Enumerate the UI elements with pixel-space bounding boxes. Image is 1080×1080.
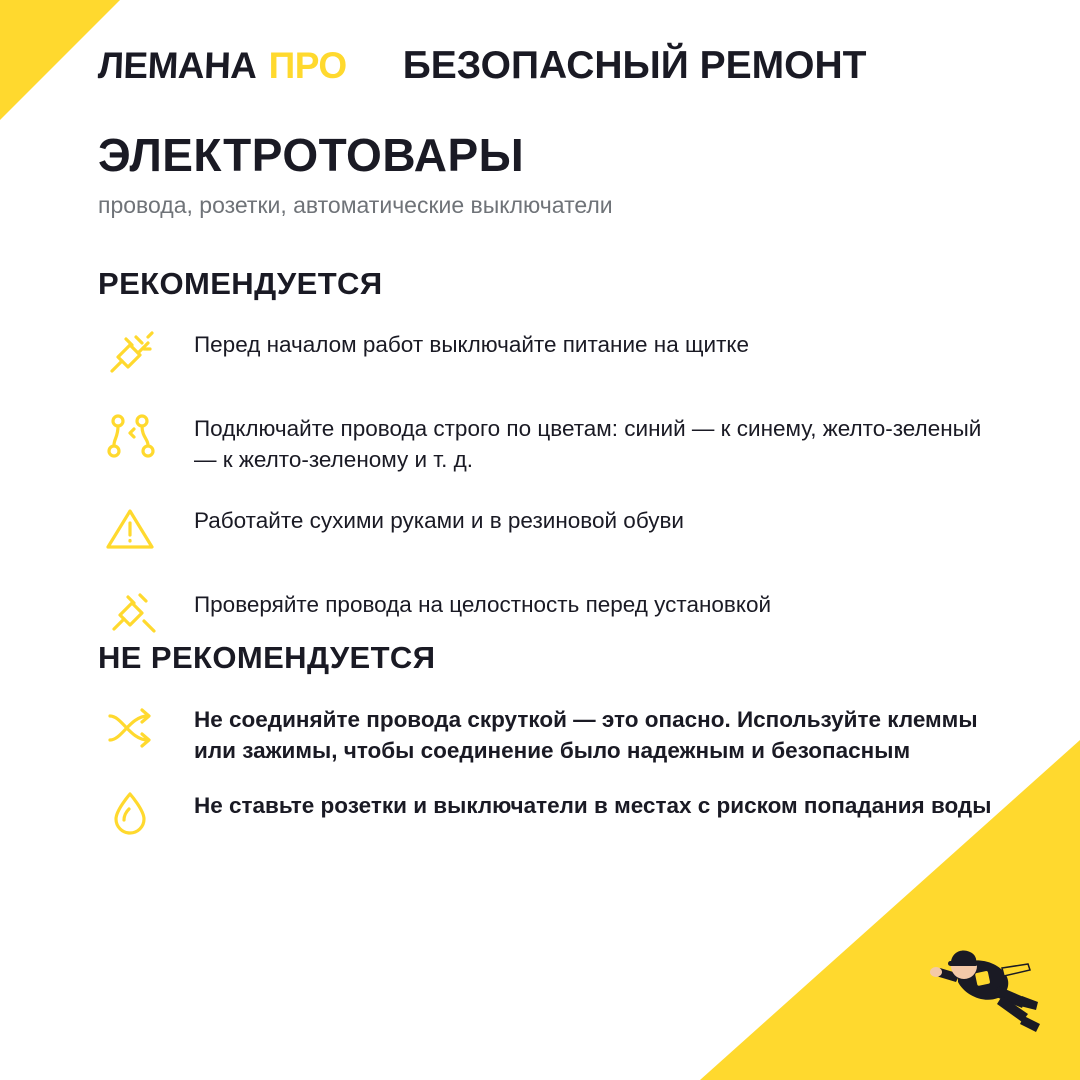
list-item	[98, 786, 1000, 844]
header	[98, 44, 1000, 88]
list-item-text: Подключайте провода строго по цветам: синий — к синему, желто-зеленый — к желто-зеленому и т. д.	[194, 416, 982, 472]
list-item-text: Работайте сухими руками и в резиновой обуви	[194, 508, 684, 533]
warning-triangle-icon	[98, 501, 194, 559]
campaign-title: БЕЗОПАСНЫЙ РЕМОНТ	[402, 44, 867, 87]
not-recommended-heading: НЕ РЕКОМЕНДУЕТСЯ	[98, 640, 436, 675]
list-item	[98, 409, 1000, 475]
list-item	[98, 501, 1000, 559]
list-item	[98, 325, 1000, 383]
plug-connect-icon	[98, 325, 194, 383]
brand-logo-accent: ПРО	[268, 45, 347, 86]
recommended-list	[98, 325, 1000, 669]
not-recommended-list	[98, 700, 1000, 864]
list-item-text: Не ставьте розетки и выключатели в местах с риском попадания воды	[194, 793, 992, 818]
brand-logo	[98, 45, 347, 87]
recommended-heading: РЕКОМЕНДУЕТСЯ	[98, 266, 383, 301]
page-subtitle: провода, розетки, автоматические выключатели	[98, 192, 613, 218]
flying-worker-mascot	[902, 922, 1052, 1042]
list-item-text: Проверяйте провода на целостность перед установкой	[194, 592, 772, 617]
wire-colors-icon	[98, 409, 194, 467]
list-item	[98, 585, 1000, 643]
list-item-text: Перед началом работ выключайте питание на щитке	[194, 332, 749, 357]
crossed-wires-icon	[98, 700, 194, 758]
list-item	[98, 700, 1000, 766]
water-drop-icon	[98, 786, 194, 844]
page-title: ЭЛЕКТРОТОВАРЫ	[98, 129, 525, 181]
list-item-text: Не соединяйте провода скруткой — это опасно. Используйте клеммы или зажимы, чтобы соединение было надежным и безопасным	[194, 707, 978, 763]
plug-check-icon	[98, 585, 194, 643]
brand-logo-main: ЛЕМАНА	[97, 45, 258, 86]
